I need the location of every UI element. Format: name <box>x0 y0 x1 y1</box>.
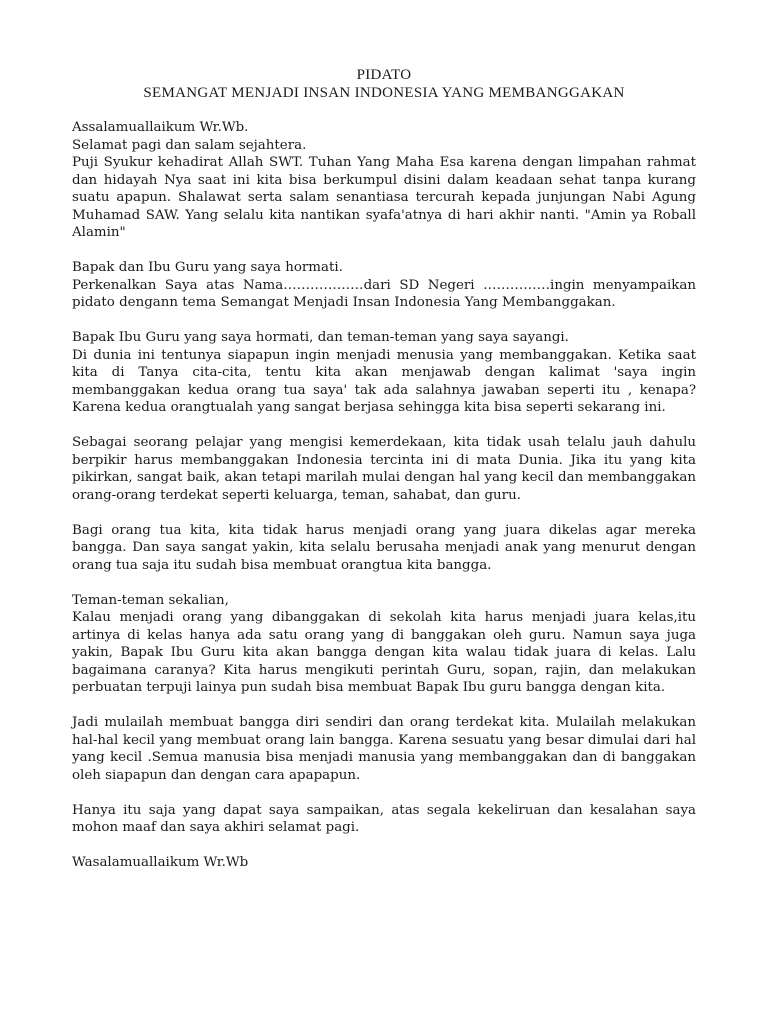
body-text: Bagi orang tua kita, kita tidak harus menjadi orang yang juara dikelas agar mereka bangga. Dan saya sangat yakin, kita selalu berusaha menjadi anak yang menurut dengan orang tua saja itu sudah bisa membuat orangtua kita bangga. <box>72 522 696 573</box>
paragraph-student-role <box>72 434 696 504</box>
gratitude-text: Puji Syukur kehadirat Allah SWT. Tuhan Yang Maha Esa karena dengan limpahan rahmat dan hidayah Nya saat ini kita bisa berkumpul disini dalam keadaan sehat tanpa kurang suatu apapun. Shalawat serta salam senantiasa tercurah kepada junjungan Nabi Agung Muhamad SAW. Yang selalu kita nantikan syafa'atnya di hari akhir nanti. "Amin ya Roball Alamin" <box>72 155 696 240</box>
greeting-line: Assalamuallaikum Wr.Wb. <box>72 120 249 135</box>
body-text: Sebagai seorang pelajar yang mengisi kemerdekaan, kita tidak usah telalu jauh dahulu berpikir harus membanggakan Indonesia tercinta ini di mata Dunia. Jika itu yang kita pikirkan, sangat baik, akan tetapi marilah mulai dengan hal yang kecil dan membanggakan orang-orang terdekat seperti keluarga, teman, sahabat, dan guru. <box>72 435 696 503</box>
paragraph-aspiration <box>72 329 696 417</box>
speech-document <box>72 66 696 872</box>
greeting-line: Selamat pagi dan salam sejahtera. <box>72 137 307 153</box>
introduction-text: Perkenalkan Saya atas Nama………………dari SD Negeri ……………ingin menyampaikan pidato dengann tema Semangat Menjadi Insan Indonesia Yang Membanggakan. <box>72 277 696 310</box>
paragraph-introduction <box>72 259 696 312</box>
address-line: Bapak dan Ibu Guru yang saya hormati. <box>72 260 343 275</box>
body-text: Kalau menjadi orang yang dibanggakan di sekolah kita harus menjadi juara kelas,itu artinya di kelas hanya ada satu orang yang di banggakan oleh guru. Namun saya juga yakin, Bapak Ibu Guru kita akan bangga dengan kita walau tidak juara di kelas. Lalu bagaimana caranya? Kita harus mengikuti perintah Guru, sopan, rajin, dan melakukan perbuatan terpuji lainya pun sudah bisa membuat Bapak Ibu guru bangga dengan kita. <box>72 610 696 695</box>
aspiration-text: Di dunia ini tentunya siapapun ingin menjadi menusia yang membanggakan. Ketika saat kita di Tanya cita-cita, tentu kita akan menjawab dengan kalimat 'saya ingin membanggakan kedua orang tua saya' tak ada salahnya jawaban seperti itu , kenapa? Karena kedua orangtualah yang sangat berjasa sehingga kita bisa seperti sekarang ini. <box>72 347 696 415</box>
paragraph-closing-remarks <box>72 802 696 837</box>
paragraph-opening <box>72 119 696 242</box>
title-pidato: PIDATO <box>356 67 412 83</box>
address-line: Bapak Ibu Guru yang saya hormati, dan teman-teman yang saya sayangi. <box>72 330 569 345</box>
address-line: Teman-teman sekalian, <box>72 592 229 608</box>
paragraph-school <box>72 592 696 697</box>
paragraph-parents <box>72 522 696 575</box>
paragraph-conclusion <box>72 714 696 784</box>
title-block <box>72 66 696 102</box>
closing-salutation: Wasalamuallaikum Wr.Wb <box>72 855 249 870</box>
body-text: Jadi mulailah membuat bangga diri sendiri dan orang terdekat kita. Mulailah melakukan hal-hal kecil yang membuat orang lain bangga. Karena sesuatu yang besar dimulai dari hal yang kecil .Semua manusia bisa menjadi manusia yang membanggakan dan di banggakan oleh siapapun dan dengan cara apapapun. <box>72 715 696 783</box>
body-text: Hanya itu saja yang dapat saya sampaikan, atas segala kekeliruan dan kesalahan saya mohon maaf dan saya akhiri selamat pagi. <box>72 802 696 835</box>
title-theme: SEMANGAT MENJADI INSAN INDONESIA YANG MEMBANGGAKAN <box>143 85 625 101</box>
